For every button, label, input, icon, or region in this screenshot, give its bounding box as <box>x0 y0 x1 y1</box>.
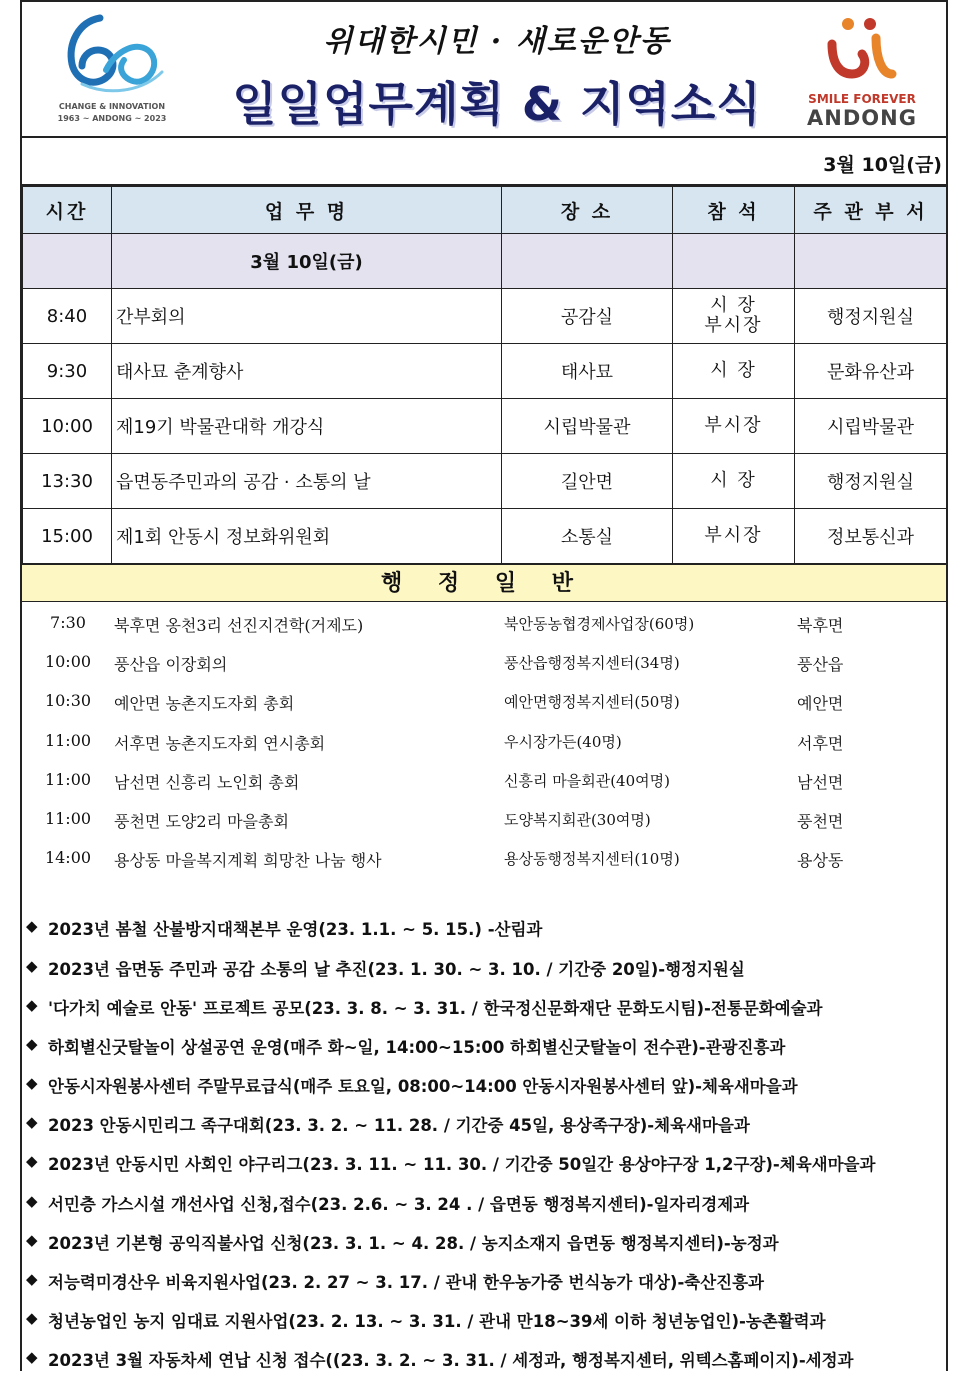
notice-text: 하회별신굿탈놀이 상설공연 운영(매주 화~일, 14:00~15:00 하회별신굿탈놀이 전수관)-관광진흥과 <box>48 1037 786 1057</box>
schedule-time: 9:30 <box>23 344 112 399</box>
attendee-line: 시 장 <box>710 470 757 491</box>
smile-andong-icon <box>792 14 932 90</box>
schedule-place: 길안면 <box>502 454 673 509</box>
notice-item <box>22 1103 946 1142</box>
slogan: 위대한시민 · 새로운안동 <box>323 24 671 59</box>
header <box>22 0 946 138</box>
day-label: 3월 10일(금) <box>112 234 502 289</box>
logo-left-sub2: 1963 ~ ANDONG ~ 2023 <box>57 114 167 123</box>
schedule-place: 소통실 <box>502 509 673 564</box>
admin-row <box>22 760 946 799</box>
admin-place: 예안면행정복지센터(50명) <box>504 693 680 712</box>
notice-text: 2023년 읍면동 주민과 공감 소통의 날 추진(23. 1. 30. ~ 3. 10. / 기간중 20일)-행정지원실 <box>48 959 745 979</box>
admin-row <box>22 838 946 877</box>
diamond-bullet-icon: ◆ <box>26 1152 38 1171</box>
schedule-place: 공감실 <box>502 289 673 344</box>
anniversary-60-logo <box>42 10 182 130</box>
admin-place: 신흥리 마을회관(40여명) <box>504 771 670 790</box>
attendee-line: 부시장 <box>704 415 763 436</box>
notice-item <box>22 1221 946 1260</box>
notice-item <box>22 1260 946 1299</box>
admin-place: 도양복지회관(30여명) <box>504 810 651 829</box>
schedule-row <box>23 289 947 344</box>
date-row <box>22 138 946 186</box>
diamond-bullet-icon: ◆ <box>26 917 38 936</box>
attendee-line: 부시장 <box>704 315 763 336</box>
schedule-time: 8:40 <box>23 289 112 344</box>
schedule-row <box>23 344 947 399</box>
logo-right-name: ANDONG <box>807 106 917 130</box>
notice-text: 서민층 가스시설 개선사업 신청,접수(23. 2.6. ~ 3. 24 . / 읍면동 행정복지센터)-일자리경제과 <box>48 1194 750 1214</box>
admin-place: 우시장가든(40명) <box>504 732 622 751</box>
admin-task: 풍산읍 이장회의 <box>114 655 228 675</box>
diamond-bullet-icon: ◆ <box>26 1230 38 1249</box>
logo-left-sub1: CHANGE & INNOVATION <box>58 102 166 111</box>
admin-dept: 풍천면 <box>797 811 844 831</box>
attendee-line: 부시장 <box>704 525 763 546</box>
schedule-row <box>23 454 947 509</box>
admin-time: 10:30 <box>44 691 92 711</box>
notice-text: 2023년 안동시민 사회인 야구리그(23. 3. 11. ~ 11. 30. / 기간중 50일간 용상야구장 1,2구장)-체육새마을과 <box>48 1155 876 1175</box>
notice-text: 2023 안동시민리그 족구대회(23. 3. 2. ~ 11. 28. / 기간중 45일, 용상족구장)-체육새마을과 <box>48 1116 750 1136</box>
admin-dept: 용상동 <box>797 851 844 871</box>
schedule-task: 태사묘 춘계향사 <box>112 344 502 399</box>
smile-andong-logo <box>792 14 932 132</box>
admin-row <box>22 799 946 838</box>
schedule-attendee <box>673 399 795 454</box>
admin-time: 10:00 <box>44 652 92 672</box>
report-date: 3월 10일(금) <box>823 154 942 176</box>
admin-row <box>22 642 946 681</box>
anniversary-60-icon <box>42 10 182 100</box>
diamond-bullet-icon: ◆ <box>26 995 38 1014</box>
admin-task: 예안면 농촌지도자회 총회 <box>114 694 295 714</box>
schedule-task: 제19기 박물관대학 개강식 <box>112 399 502 454</box>
schedule-task: 제1회 안동시 정보화위원회 <box>112 509 502 564</box>
notice-item <box>22 986 946 1025</box>
admin-time: 7:30 <box>50 613 86 632</box>
schedule-header-row <box>23 187 947 234</box>
notice-text: '다가치 예술로 안동' 프로젝트 공모(23. 3. 8. ~ 3. 31. / 한국정신문화재단 문화도시팀)-전통문화예술과 <box>48 998 823 1018</box>
schedule-time: 13:30 <box>23 454 112 509</box>
admin-dept: 남선면 <box>797 772 844 792</box>
schedule-dept: 행정지원실 <box>795 289 947 344</box>
notice-item <box>22 1064 946 1103</box>
admin-time: 11:00 <box>44 808 92 828</box>
notice-item <box>22 1025 946 1064</box>
admin-task: 풍천면 도양2리 마을총회 <box>114 811 289 831</box>
admin-task: 남선면 신흥리 노인회 총회 <box>114 772 300 792</box>
admin-row <box>22 721 946 760</box>
admin-time: 14:00 <box>44 848 92 868</box>
schedule-attendee <box>673 509 795 564</box>
page-title: 일일업무계획 & 지역소식 <box>232 77 762 131</box>
admin-time: 11:00 <box>44 769 92 789</box>
notice-item <box>22 1299 946 1338</box>
schedule-attendee <box>673 344 795 399</box>
logo-right-tagline: SMILE FOREVER <box>808 92 916 106</box>
schedule-time: 15:00 <box>23 509 112 564</box>
header-dept: 주 관 부 서 <box>795 187 947 234</box>
schedule-dept: 행정지원실 <box>795 454 947 509</box>
admin-dept: 예안면 <box>797 694 844 714</box>
admin-task: 용상동 마을복지계획 희망찬 나눔 행사 <box>114 851 382 871</box>
schedule-place: 태사묘 <box>502 344 673 399</box>
admin-place: 풍산읍행정복지센터(34명) <box>504 654 680 673</box>
admin-list <box>22 602 946 877</box>
schedule-attendee <box>673 454 795 509</box>
header-attendee: 참 석 <box>673 187 795 234</box>
admin-task: 북후면 옹천3리 선진지견학(거제도) <box>114 616 364 635</box>
schedule-place: 시립박물관 <box>502 399 673 454</box>
schedule-dept: 정보통신과 <box>795 509 947 564</box>
notice-list <box>22 907 946 1377</box>
header-place: 장 소 <box>502 187 673 234</box>
diamond-bullet-icon: ◆ <box>26 1270 38 1288</box>
notice-text: 2023년 3월 자동차세 연납 신청 접수((23. 3. 2. ~ 3. 31. / 세정과, 행정복지센터, 위텍스홈페이지)-세정과 <box>48 1351 854 1371</box>
schedule-task: 간부회의 <box>112 289 502 344</box>
notice-item <box>22 947 946 986</box>
diamond-bullet-icon: ◆ <box>26 1074 38 1093</box>
schedule-attendee <box>673 289 795 344</box>
notice-item <box>22 1142 946 1181</box>
schedule-row <box>23 399 947 454</box>
notice-text: 2023년 기본형 공익직불사업 신청(23. 3. 1. ~ 4. 28. / 농지소재지 읍면동 행정복지센터)-농정과 <box>48 1233 779 1253</box>
notice-text: 2023년 봄철 산불방지대책본부 운영(23. 1.1. ~ 5. 15.) -산림과 <box>48 920 543 940</box>
header-task: 업 무 명 <box>112 187 502 234</box>
diamond-bullet-icon: ◆ <box>26 1113 38 1132</box>
attendee-line: 시 장 <box>710 295 757 316</box>
notice-item <box>22 1182 946 1221</box>
diamond-bullet-icon: ◆ <box>26 1034 38 1053</box>
admin-section-title: 행 정 일 반 <box>22 564 946 602</box>
diamond-bullet-icon: ◆ <box>26 1309 38 1328</box>
admin-place: 용상동행정복지센터(10명) <box>504 850 680 869</box>
schedule-task: 읍면동주민과의 공감 · 소통의 날 <box>112 454 502 509</box>
admin-dept: 서후면 <box>797 733 844 753</box>
admin-dept: 북후면 <box>797 616 844 635</box>
schedule-dept: 문화유산과 <box>795 344 947 399</box>
diamond-bullet-icon: ◆ <box>26 1191 38 1210</box>
notice-text: 안동시자원봉사센터 주말무료급식(매주 토요일, 08:00~14:00 안동시자원봉사센터 앞)-체육새마을과 <box>48 1077 798 1097</box>
admin-row <box>22 603 946 642</box>
admin-dept: 풍산읍 <box>797 655 844 675</box>
schedule-row <box>23 509 947 564</box>
admin-place: 북안동농협경제사업장(60명) <box>504 615 695 633</box>
schedule-dept: 시립박물관 <box>795 399 947 454</box>
attendee-line: 시 장 <box>710 360 757 381</box>
day-label-row <box>23 234 947 289</box>
diamond-bullet-icon: ◆ <box>26 956 38 975</box>
admin-task: 서후면 농촌지도자회 연시총회 <box>114 733 326 753</box>
page <box>20 0 948 1371</box>
notice-item <box>22 1338 946 1377</box>
notice-item <box>22 907 946 946</box>
notice-text: 청년농업인 농지 임대료 지원사업(23. 2. 13. ~ 3. 31. / 관내 만18~39세 이하 청년농업인)-농촌활력과 <box>48 1312 826 1332</box>
diamond-bullet-icon: ◆ <box>26 1348 38 1367</box>
schedule-table <box>22 186 947 564</box>
admin-time: 11:00 <box>44 730 92 750</box>
notice-text: 저능력미경산우 비육지원사업(23. 2. 27 ~ 3. 17. / 관내 한우농가중 번식농가 대상)-축산진흥과 <box>48 1273 764 1292</box>
header-time: 시간 <box>23 187 112 234</box>
schedule-time: 10:00 <box>23 399 112 454</box>
admin-row <box>22 681 946 720</box>
